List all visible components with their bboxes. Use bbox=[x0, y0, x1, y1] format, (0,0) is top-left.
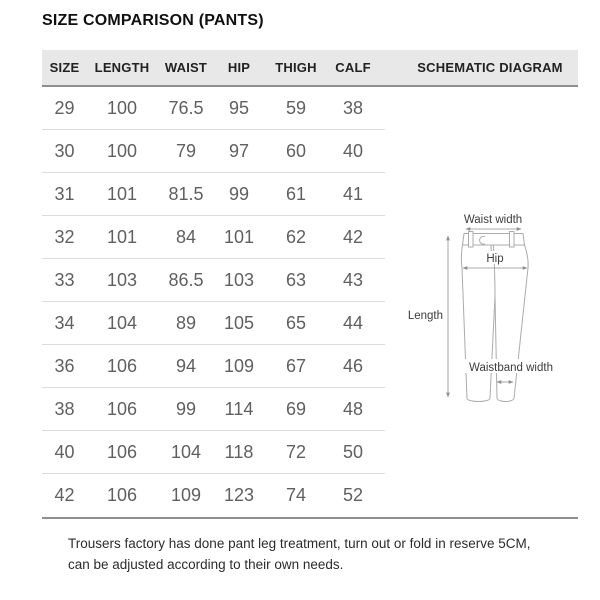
table-cell: 123 bbox=[223, 485, 255, 505]
header-cell: WAIST bbox=[164, 60, 208, 75]
table-cell: 52 bbox=[342, 485, 364, 505]
table-cell: 40 bbox=[342, 140, 364, 161]
table-cell: 65 bbox=[285, 312, 307, 333]
table-cell: 109 bbox=[223, 355, 255, 376]
length-label: Length bbox=[407, 310, 443, 322]
header-cell: CALF bbox=[335, 60, 371, 75]
pants-schematic-drawing bbox=[395, 187, 595, 417]
table-cell: 42 bbox=[342, 226, 364, 247]
table-cell: 72 bbox=[285, 441, 307, 462]
table-cell: 105 bbox=[223, 312, 255, 333]
table-row bbox=[42, 474, 385, 517]
table-row bbox=[42, 259, 385, 302]
table-cell: 63 bbox=[285, 269, 307, 290]
table-row bbox=[42, 87, 385, 130]
schematic-diagram bbox=[395, 187, 595, 417]
table-cell: 31 bbox=[54, 183, 75, 204]
table-cell: 67 bbox=[285, 355, 307, 376]
table-cell: 103 bbox=[223, 269, 255, 290]
table-cell: 40 bbox=[54, 441, 75, 462]
table-cell: 79 bbox=[175, 140, 197, 161]
table-cell: 101 bbox=[223, 226, 255, 247]
table-cell: 106 bbox=[106, 355, 138, 376]
header-cell: SIZE bbox=[49, 60, 80, 75]
table-cell: 38 bbox=[54, 398, 75, 419]
table-cell: 46 bbox=[342, 355, 364, 376]
table-cell: 104 bbox=[170, 441, 202, 462]
table-cell: 106 bbox=[106, 441, 138, 462]
table-cell: 109 bbox=[170, 485, 202, 505]
table-cell: 33 bbox=[54, 269, 75, 290]
table-cell: 48 bbox=[342, 398, 364, 419]
hip-label: Hip bbox=[486, 253, 504, 265]
table-cell: 38 bbox=[342, 97, 364, 118]
table-cell: 61 bbox=[285, 183, 307, 204]
table-cell: 34 bbox=[54, 312, 75, 333]
size-table bbox=[42, 50, 578, 519]
table-cell: 30 bbox=[54, 140, 75, 161]
table-cell: 42 bbox=[54, 485, 75, 505]
table-row bbox=[42, 302, 385, 345]
table-cell: 97 bbox=[228, 140, 250, 161]
table-cell: 101 bbox=[106, 226, 138, 247]
header-cell: SCHEMATIC DIAGRAM bbox=[417, 60, 563, 75]
table-cell: 36 bbox=[54, 355, 75, 376]
table-cell: 69 bbox=[285, 398, 307, 419]
table-cell: 106 bbox=[106, 398, 138, 419]
table-body bbox=[42, 87, 578, 517]
table-row bbox=[42, 130, 385, 173]
table-row bbox=[42, 216, 385, 259]
table-cell: 84 bbox=[175, 226, 197, 247]
waistband-width-label: Waistband width bbox=[469, 362, 553, 374]
table-cell: 89 bbox=[175, 312, 197, 333]
footnote: Trousers factory has done pant leg treatment, turn out or fold in reserve 5CM, can be adjusted according to their own needs. bbox=[68, 536, 531, 572]
table-cell: 114 bbox=[224, 398, 254, 419]
table-cell: 118 bbox=[224, 441, 254, 462]
table-cell: 50 bbox=[342, 441, 364, 462]
table-cell: 41 bbox=[342, 183, 364, 204]
table-cell: 100 bbox=[106, 140, 138, 161]
table-cell: 62 bbox=[285, 226, 307, 247]
table-cell: 99 bbox=[228, 183, 250, 204]
table-cell: 100 bbox=[106, 97, 138, 118]
table-header bbox=[42, 50, 578, 87]
table-cell: 81.5 bbox=[168, 183, 204, 204]
table-row bbox=[42, 345, 385, 388]
table-cell: 103 bbox=[106, 269, 138, 290]
table-cell: 74 bbox=[285, 485, 307, 505]
table-cell: 59 bbox=[285, 97, 307, 118]
header-cell: THIGH bbox=[275, 60, 317, 75]
table-cell: 95 bbox=[228, 97, 250, 118]
header-cell: HIP bbox=[227, 60, 251, 75]
header-cell: LENGTH bbox=[94, 60, 150, 75]
table-cell: 94 bbox=[175, 355, 197, 376]
table-cell: 86.5 bbox=[168, 269, 204, 290]
table-cell: 44 bbox=[342, 312, 364, 333]
table-cell: 29 bbox=[54, 97, 75, 118]
page-title: SIZE COMPARISON (PANTS) bbox=[42, 12, 264, 29]
table-cell: 104 bbox=[106, 312, 138, 333]
table-cell: 99 bbox=[175, 398, 197, 419]
table-row bbox=[42, 173, 385, 216]
table-cell: 101 bbox=[106, 183, 138, 204]
table-row bbox=[42, 388, 385, 431]
table-cell: 76.5 bbox=[168, 97, 204, 118]
table-cell: 106 bbox=[106, 485, 138, 505]
table-cell: 32 bbox=[54, 226, 75, 247]
table-cell: 60 bbox=[285, 140, 307, 161]
table-cell: 43 bbox=[342, 269, 364, 290]
table-rows bbox=[42, 87, 385, 517]
waist-width-label: Waist width bbox=[463, 214, 523, 226]
table-row bbox=[42, 431, 385, 474]
